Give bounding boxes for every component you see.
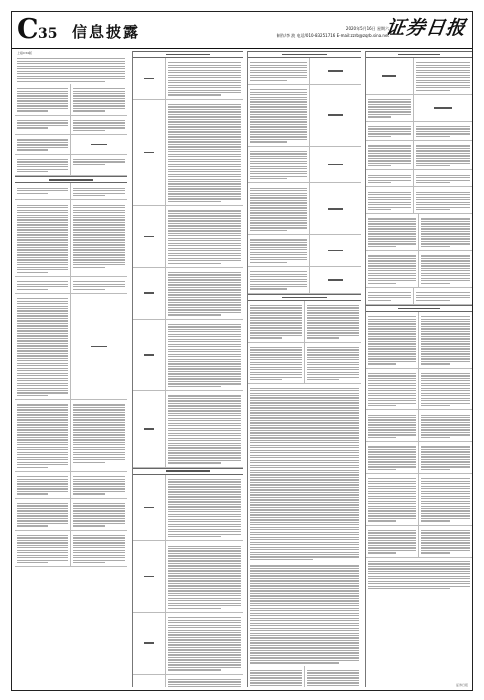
newspaper-logo: 证券日报 — [384, 17, 468, 39]
text-block — [419, 443, 472, 472]
text-block — [366, 475, 418, 524]
table-row — [15, 183, 127, 200]
text-block — [71, 184, 127, 198]
text-block — [248, 184, 309, 233]
text-block — [15, 278, 70, 292]
continued-from-label: 上接C34版 — [17, 51, 32, 55]
column-1 — [15, 51, 127, 687]
table-row — [133, 675, 243, 687]
text-block — [166, 542, 243, 611]
text-block — [15, 184, 70, 195]
text-block — [366, 527, 418, 556]
text-block — [248, 667, 304, 687]
table-row — [366, 251, 472, 288]
text-block — [166, 614, 243, 673]
text-block — [166, 269, 243, 318]
table-row — [133, 100, 243, 206]
text-block — [419, 527, 472, 556]
text-block — [419, 313, 472, 367]
table-row — [248, 85, 361, 147]
table-header — [248, 294, 361, 301]
table-row — [133, 613, 243, 675]
table-row — [366, 442, 472, 474]
table-row — [15, 472, 127, 499]
text-block — [419, 370, 472, 409]
text-block — [15, 136, 70, 152]
text-block — [15, 117, 70, 131]
text-block — [166, 207, 243, 266]
table-row — [15, 531, 127, 568]
text-block — [71, 85, 127, 114]
table-row — [133, 391, 243, 468]
text-block — [414, 123, 472, 139]
text-block — [15, 85, 70, 114]
table-row — [15, 135, 127, 154]
page-header — [12, 12, 472, 49]
text-block — [166, 321, 243, 390]
text-block — [366, 142, 413, 168]
table-row — [366, 170, 472, 187]
text-block — [248, 384, 361, 562]
text-block — [366, 215, 418, 249]
text-block — [71, 201, 127, 270]
table-row — [366, 288, 472, 305]
text-block — [366, 252, 418, 286]
text-block — [419, 215, 472, 249]
text-block — [366, 443, 418, 472]
page-number: 35 — [38, 26, 58, 42]
text-block — [305, 302, 362, 341]
table-row — [248, 183, 361, 235]
newspaper-page — [11, 11, 473, 691]
issue-date: 2020年5月16日 星期六 — [345, 26, 389, 31]
text-block — [419, 411, 472, 440]
text-block — [166, 476, 243, 540]
table-row — [366, 214, 472, 251]
table-row — [366, 58, 472, 95]
text-block — [166, 676, 243, 687]
column-4 — [365, 51, 472, 687]
table-row — [366, 122, 472, 141]
table-row — [133, 206, 243, 268]
table-header — [15, 176, 127, 183]
table-row — [15, 294, 127, 400]
table-row — [366, 187, 472, 214]
table-row — [248, 267, 361, 294]
text-block — [166, 392, 243, 466]
text-block — [71, 278, 127, 292]
text-block — [305, 667, 362, 687]
text-block — [366, 171, 413, 185]
text-block — [366, 96, 413, 120]
table-header — [133, 51, 243, 58]
table-header — [133, 468, 243, 475]
text-block — [248, 59, 309, 83]
text-block — [71, 500, 127, 529]
text-block — [71, 401, 127, 465]
editor-contact: 制作/李 波 电话/010-83251716 E-mail:zzrb@zqrb.sina.net — [276, 33, 389, 38]
column-3 — [247, 51, 361, 687]
text-block — [366, 188, 413, 212]
text-block — [15, 55, 127, 84]
text-block — [366, 411, 418, 440]
text-block — [166, 59, 243, 98]
text-block — [71, 156, 127, 167]
page-footer: 证券日报 — [455, 683, 468, 687]
table-row — [133, 475, 243, 542]
table-row — [248, 301, 361, 343]
text-block — [414, 188, 472, 212]
text-block — [71, 473, 127, 497]
text-block — [15, 500, 70, 529]
table-row — [15, 277, 127, 294]
text-block — [419, 475, 472, 524]
text-block — [15, 201, 70, 275]
table-row — [366, 474, 472, 526]
text-block — [248, 302, 304, 341]
table-row — [366, 410, 472, 442]
table-row — [366, 141, 472, 170]
text-block — [366, 289, 413, 303]
text-block — [15, 156, 70, 175]
text-block — [71, 532, 127, 566]
table-row — [133, 541, 243, 613]
table-row — [15, 200, 127, 277]
table-row — [366, 95, 472, 122]
text-block — [248, 344, 304, 383]
table-row — [15, 400, 127, 472]
text-block — [366, 558, 472, 592]
table-row — [133, 58, 243, 100]
text-block — [248, 86, 309, 145]
table-row — [133, 268, 243, 320]
text-block — [305, 344, 362, 383]
table-row — [133, 320, 243, 392]
table-row — [366, 526, 472, 558]
table-header — [366, 51, 472, 58]
text-block — [15, 532, 70, 566]
text-block — [366, 123, 413, 139]
text-block — [71, 117, 127, 133]
text-block — [15, 401, 70, 470]
table-header — [248, 51, 361, 58]
text-block — [166, 101, 243, 204]
table-row — [15, 155, 127, 177]
text-block — [15, 473, 70, 497]
table-row — [366, 312, 472, 369]
text-block — [15, 295, 70, 398]
text-block — [414, 289, 472, 303]
table-row — [248, 147, 361, 184]
text-block — [414, 171, 472, 185]
text-block — [414, 59, 472, 93]
table-row — [248, 666, 361, 687]
column-2 — [132, 51, 243, 687]
text-block — [414, 142, 472, 168]
table-header — [366, 305, 472, 312]
table-row — [15, 116, 127, 135]
text-block — [366, 370, 418, 409]
table-row — [248, 58, 361, 85]
text-block — [248, 562, 361, 665]
text-block — [366, 313, 418, 367]
table-row — [15, 84, 127, 116]
section-title: 信息披露 — [72, 23, 141, 41]
table-row — [366, 369, 472, 411]
table-row — [15, 499, 127, 531]
text-block — [248, 268, 309, 292]
text-block — [248, 148, 309, 182]
page-letter: C — [17, 14, 39, 45]
table-row — [248, 343, 361, 385]
table-row — [248, 235, 361, 267]
text-block — [248, 236, 309, 265]
text-block — [419, 252, 472, 286]
